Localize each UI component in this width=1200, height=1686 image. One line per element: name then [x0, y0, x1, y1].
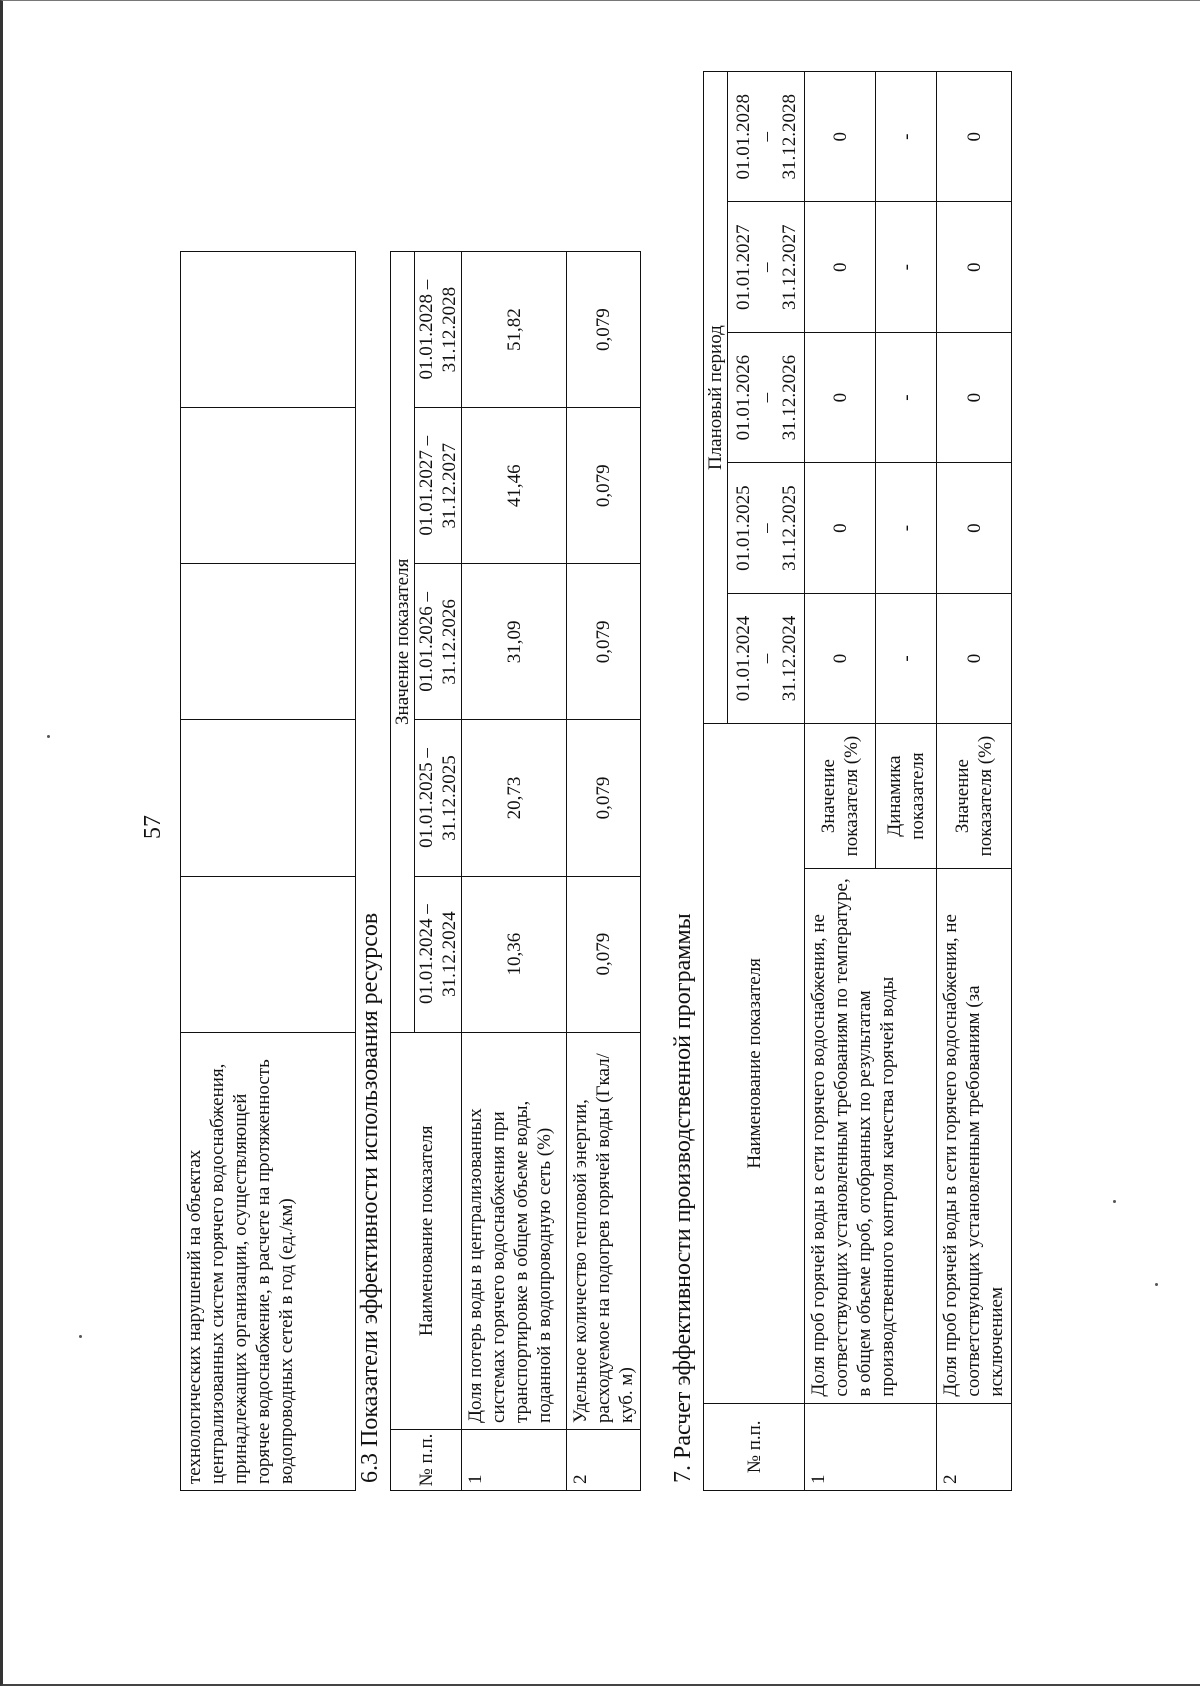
col-header-period: 01.01.2024 – 31.12.2024 [415, 876, 462, 1032]
row-value: 0 [805, 332, 876, 462]
row-value: - [876, 463, 937, 593]
table-header-row [391, 252, 415, 1491]
col-header-period [728, 72, 805, 203]
row-value: 0 [937, 463, 1012, 593]
table-row [462, 252, 567, 1491]
row-value: 0,079 [567, 408, 641, 564]
page-number: 57 [140, 815, 166, 839]
sub-label: Динамика показателя [876, 724, 937, 869]
row-value: 0 [805, 463, 876, 593]
row-name: Удельное количество тепловой энергии, расходуемое на подогрев горячей воды (Гкал/куб. м) [567, 1032, 641, 1429]
continuation-table [180, 251, 356, 1491]
row-value: 0 [937, 202, 1012, 332]
col-header-period-group: Плановый период [704, 72, 728, 724]
row-value: 10,36 [462, 876, 567, 1032]
period-dash: – [755, 523, 777, 533]
col-header-period [728, 332, 805, 462]
period-end: 31.12.2024 [778, 615, 800, 702]
section-title-6-3: 6.3 Показатели эффективности использования ресурсов [357, 912, 383, 1483]
period-end: 31.12.2025 [778, 485, 800, 571]
row-value: - [876, 593, 937, 723]
table-row [181, 252, 356, 1491]
row-value: 0 [937, 72, 1012, 203]
value-cell [181, 252, 356, 408]
period-start: 01.01.2028 [732, 94, 754, 180]
period-end: 31.12.2028 [778, 94, 800, 180]
period-start: 01.01.2027 [732, 224, 754, 310]
row-value: 0 [937, 593, 1012, 723]
period-dash: – [755, 262, 777, 272]
row-value: - [876, 332, 937, 462]
table-header-row [704, 72, 728, 1491]
row-name: Доля проб горячей воды в сети горячего водоснабжения, не соответствующих установленным требованиям (за исключением [937, 868, 1012, 1403]
period-start: 01.01.2026 [732, 354, 754, 441]
value-cell [181, 564, 356, 720]
sub-label: Значение показателя (%) [937, 724, 1012, 869]
row-name: Доля потерь воды в централизованных системах горячего водоснабжения при транспортировке в общем объеме воды, поданной в водопроводную сеть (%) [462, 1032, 567, 1429]
scan-speck [79, 1335, 82, 1338]
col-header-period [728, 202, 805, 332]
col-header-name: Наименование показателя [391, 1032, 462, 1429]
value-cell [181, 720, 356, 876]
sub-label: Значение показателя (%) [805, 724, 876, 869]
col-header-period: 01.01.2025 – 31.12.2025 [415, 720, 462, 876]
period-start: 01.01.2025 [732, 485, 754, 571]
row-value: 20,73 [462, 720, 567, 876]
rotated-page [25, 43, 1165, 1643]
row-value: 41,46 [462, 408, 567, 564]
table-row [567, 252, 641, 1491]
row-num: 2 [937, 1403, 1012, 1490]
col-header-period: 01.01.2028 – 31.12.2028 [415, 252, 462, 408]
program-efficiency-table [703, 71, 1012, 1491]
row-value: 0 [805, 593, 876, 723]
period-dash: – [755, 132, 777, 142]
col-header-num: № п.п. [391, 1429, 462, 1490]
period-end: 31.12.2026 [778, 354, 800, 441]
row-value: 0 [805, 72, 876, 203]
row-value: 31,09 [462, 564, 567, 720]
table-row [937, 72, 1012, 1491]
value-cell [181, 876, 356, 1032]
col-header-period [728, 463, 805, 593]
section-title-7: 7. Расчет эффективности производственной программы [670, 913, 696, 1483]
value-cell [181, 408, 356, 564]
row-num: 2 [567, 1429, 641, 1490]
indicator-name-cell: технологических нарушений на объектах централизованных систем горячего водоснабжения, принадлежащих организации, осуществляющей горячее водоснабжение, в расчете на протяженность водопроводных сетей в год (ед./км) [181, 1032, 356, 1490]
period-start: 01.01.2024 [732, 615, 754, 702]
row-value: 0 [937, 332, 1012, 462]
row-value: 51,82 [462, 252, 567, 408]
col-header-period: 01.01.2026 – 31.12.2026 [415, 564, 462, 720]
resource-efficiency-table [390, 251, 641, 1491]
row-num: 1 [462, 1429, 567, 1490]
scan-speck [1155, 1283, 1158, 1286]
row-value: 0,079 [567, 720, 641, 876]
period-dash: – [755, 392, 777, 403]
period-end: 31.12.2027 [778, 224, 800, 310]
row-value: 0,079 [567, 564, 641, 720]
col-header-period [728, 593, 805, 723]
col-header-period: 01.01.2027 – 31.12.2027 [415, 408, 462, 564]
row-value: - [876, 72, 937, 203]
row-num: 1 [805, 1403, 937, 1490]
col-header-value-group: Значение показателя [391, 252, 415, 1033]
period-dash: – [755, 653, 777, 664]
scan-speck [47, 735, 50, 738]
table-row [805, 72, 876, 1491]
row-value: 0 [805, 202, 876, 332]
row-name: Доля проб горячей воды в сети горячего водоснабжения, не соответствующих установленным требованиям по температуре, в общем объеме проб, отобранных по результатам производственного контроля качества горячей воды [805, 868, 937, 1403]
row-value: - [876, 202, 937, 332]
col-header-num: № п.п. [704, 1403, 805, 1490]
scan-speck [1113, 1200, 1116, 1203]
row-value: 0,079 [567, 252, 641, 408]
row-value: 0,079 [567, 876, 641, 1032]
col-header-name: Наименование показателя [704, 724, 805, 1403]
